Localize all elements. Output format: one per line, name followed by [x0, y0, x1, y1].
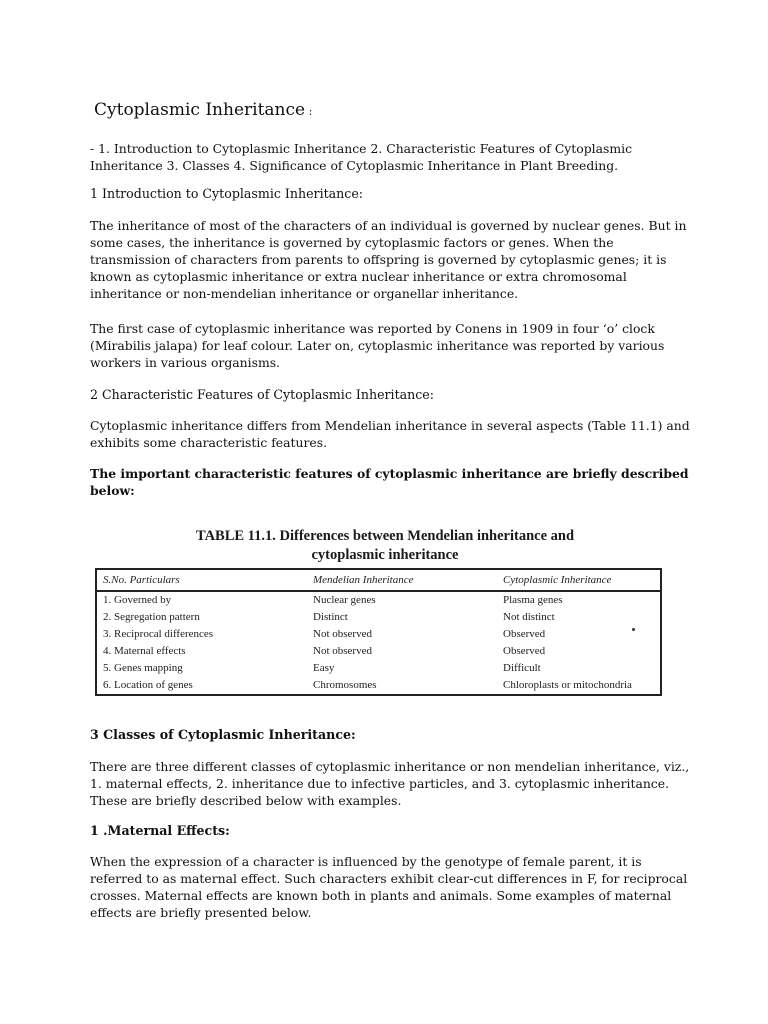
table-cell: Not observed	[313, 628, 372, 640]
table-row	[96, 677, 661, 695]
page-title	[94, 100, 312, 120]
table-cell: Chloroplasts or mitochondria	[497, 677, 661, 695]
section2-paragraph-1: Cytoplasmic inheritance differs from Mendelian inheritance in several aspects (Table 11.1) and exhibits some characteristic features.	[90, 418, 690, 450]
table-header-cell: S.No. Particulars	[96, 569, 307, 591]
table-cell: 1. Governed by	[96, 591, 307, 609]
section1-paragraph-2: The first case of cytoplasmic inheritance was reported by Conens in 1909 in four ‘o’ clock (Mirabilis jalapa) for leaf colour. Later on, cytoplasmic inheritance was reported by various workers in various organisms.	[90, 321, 665, 370]
table-cell: Observed	[497, 626, 661, 643]
table-header-cell: Mendelian Inheritance	[307, 569, 497, 591]
table-cell: Plasma genes	[497, 591, 661, 609]
scan-speck	[632, 628, 635, 631]
contents-paragraph: - 1. Introduction to Cytoplasmic Inheritance 2. Characteristic Features of Cytoplasmic Inheritance 3. Classes 4. Significance of Cytoplasmic Inheritance in Plant Breeding.	[90, 141, 633, 173]
table-cell: 5. Genes mapping	[96, 660, 307, 677]
section3-paragraph-2: When the expression of a character is influenced by the genotype of female parent, it is referred to as maternal effect. Such characters exhibit clear-cut differences in F, for reciprocal crosses. Maternal effects are known both in plants and animals. Some examples of maternal effects are briefly presented below.	[90, 854, 688, 920]
table-cell: Observed	[497, 643, 661, 660]
table-caption-line-1: TABLE 11.1. Differences between Mendelian inheritance and	[195, 528, 575, 544]
maternal-effects-heading: 1 .Maternal Effects:	[90, 823, 230, 838]
section2-heading-suffix: :	[429, 387, 435, 402]
table-cell: Chromosomes	[307, 677, 497, 695]
table-row	[96, 609, 661, 626]
table-cell: Difficult	[497, 660, 661, 677]
table-cell: Distinct	[313, 611, 348, 623]
section1-heading	[90, 185, 690, 202]
table-cell: Nuclear genes	[313, 594, 376, 606]
section2-heading-text: 2 Characteristic Features of Cytoplasmic Inheritance	[90, 387, 430, 402]
table-row	[96, 626, 661, 643]
table-header-cell: Cytoplasmic Inheritance	[497, 569, 661, 591]
section2-bold-paragraph: The important characteristic features of cytoplasmic inheritance are briefly described below:	[90, 466, 689, 498]
section1-heading-text: 1 Introduction to Cytoplasmic Inheritance	[90, 186, 359, 201]
table-row	[96, 591, 661, 609]
table-cell: 2. Segregation pattern	[96, 609, 307, 626]
section3-paragraph-1: There are three different classes of cytoplasmic inheritance or non mendelian inheritance, viz., 1. maternal effects, 2. inheritance due to infective particles, and 3. cytoplasmic inheritance. These are briefly described below with examples.	[90, 759, 690, 808]
table-cell: Easy	[313, 662, 335, 674]
table-cell: Not distinct	[497, 609, 661, 626]
section3-heading: 3 Classes of Cytoplasmic Inheritance:	[90, 727, 356, 742]
table-caption-line-2: cytoplasmic inheritance	[311, 547, 459, 563]
table-cell: Not observed	[313, 645, 372, 657]
table-header-row	[96, 569, 661, 591]
table-cell: 6. Location of genes	[96, 677, 307, 695]
section1-paragraph-1: The inheritance of most of the characters of an individual is governed by nuclear genes. But in some cases, the inheritance is governed by cytoplasmic factors or genes. When the transmission of characters from parents to offspring is governed by cytoplasmic genes; it is known as cytoplasmic inheritance or extra nuclear inheritance or extra chromosomal inheritance or non-mendelian inheritance or organellar inheritance.	[90, 218, 687, 301]
title-text: Cytoplasmic Inheritance	[94, 100, 306, 120]
section2-heading	[90, 386, 690, 403]
table-caption	[130, 527, 640, 565]
table-row	[96, 660, 661, 677]
title-suffix: :	[305, 105, 313, 118]
table-cell: 4. Maternal effects	[96, 643, 307, 660]
section1-heading-suffix: :	[358, 186, 364, 201]
comparison-table	[95, 568, 662, 696]
table-row	[96, 643, 661, 660]
table-cell: 3. Reciprocal differences	[96, 626, 307, 643]
